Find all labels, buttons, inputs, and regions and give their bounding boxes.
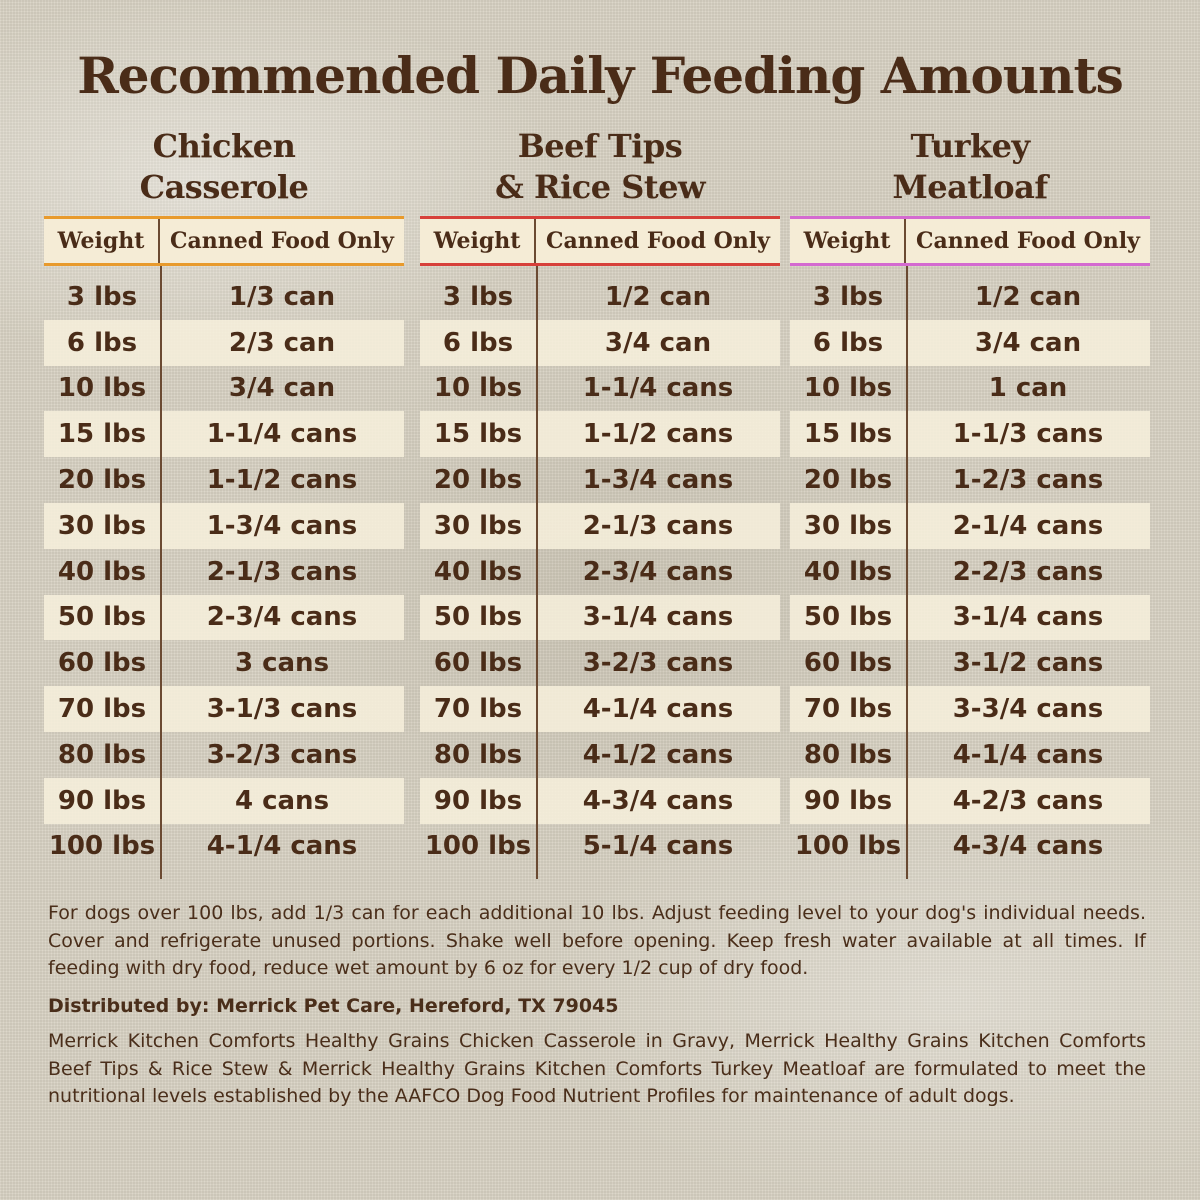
weight-header: Weight	[420, 219, 536, 263]
amount-header: Canned Food Only	[916, 228, 1140, 254]
table-row	[44, 549, 404, 595]
amount-cell: 1/2 can	[974, 281, 1082, 312]
feeding-column-beef	[420, 126, 780, 869]
weight-header: Weight	[790, 219, 906, 263]
table-row	[44, 640, 404, 686]
distributor-line: Distributed by: Merrick Pet Care, Hereford, TX 79045	[48, 994, 619, 1017]
amount-cell: 4-1/4 cans	[582, 694, 734, 725]
amount-cell: 1-1/4 cans	[582, 373, 734, 404]
table-row	[790, 824, 1150, 870]
weight-cell: 60 lbs	[57, 648, 147, 679]
recipe-name-line2: & Rice Stew	[494, 168, 706, 206]
table-row	[420, 320, 780, 366]
table-row	[790, 686, 1150, 732]
amount-cell: 1 can	[988, 373, 1068, 404]
amount-cell: 1-1/2 cans	[206, 465, 358, 496]
amount-cell: 3/4 can	[974, 327, 1082, 358]
column-divider	[536, 266, 538, 879]
table-row	[44, 732, 404, 778]
feeding-notes	[48, 900, 1146, 1121]
amount-cell: 2/3 can	[228, 327, 336, 358]
table-row	[790, 457, 1150, 503]
table-row	[420, 824, 780, 870]
table-row	[44, 778, 404, 824]
table-row	[420, 274, 780, 320]
feeding-column-chicken	[44, 126, 404, 869]
amount-cell: 2-1/4 cans	[952, 510, 1104, 541]
table-row	[420, 549, 780, 595]
amount-cell: 4-3/4 cans	[582, 785, 734, 816]
amount-cell: 1/2 can	[604, 281, 712, 312]
table-row	[420, 503, 780, 549]
feeding-table	[44, 216, 404, 869]
weight-cell: 100 lbs	[48, 831, 156, 862]
table-row	[44, 686, 404, 732]
weight-cell: 10 lbs	[57, 373, 147, 404]
amount-cell: 4-1/4 cans	[952, 739, 1104, 770]
amount-cell: 1-1/4 cans	[206, 419, 358, 450]
table-row	[44, 366, 404, 412]
weight-cell: 70 lbs	[803, 694, 893, 725]
table-row	[420, 640, 780, 686]
weight-cell: 3 lbs	[66, 281, 138, 312]
amount-cell: 3-2/3 cans	[582, 648, 734, 679]
recipe-name	[44, 126, 404, 216]
weight-cell: 40 lbs	[803, 556, 893, 587]
feeding-table	[790, 216, 1150, 869]
amount-cell: 3-1/4 cans	[952, 602, 1104, 633]
weight-cell: 20 lbs	[57, 465, 147, 496]
table-header	[420, 216, 780, 266]
amount-cell: 2-1/3 cans	[206, 556, 358, 587]
weight-cell: 90 lbs	[803, 785, 893, 816]
table-header	[790, 216, 1150, 266]
table-row	[790, 366, 1150, 412]
table-row	[790, 595, 1150, 641]
amount-cell: 3-2/3 cans	[206, 739, 358, 770]
recipe-name-line2: Meatloaf	[892, 168, 1048, 206]
amount-header: Canned Food Only	[170, 228, 394, 254]
table-row	[790, 640, 1150, 686]
weight-header: Weight	[44, 219, 160, 263]
amount-cell: 1-2/3 cans	[952, 465, 1104, 496]
weight-cell: 3 lbs	[812, 281, 884, 312]
weight-cell: 20 lbs	[433, 465, 523, 496]
weight-cell: 30 lbs	[57, 510, 147, 541]
weight-cell: 50 lbs	[57, 602, 147, 633]
amount-cell: 1-1/2 cans	[582, 419, 734, 450]
table-row	[420, 686, 780, 732]
amount-cell: 5-1/4 cans	[582, 831, 734, 862]
weight-cell: 80 lbs	[57, 739, 147, 770]
table-header	[44, 216, 404, 266]
table-row	[44, 411, 404, 457]
amount-cell: 2-3/4 cans	[206, 602, 358, 633]
amount-cell: 3/4 can	[228, 373, 336, 404]
amount-cell: 2-3/4 cans	[582, 556, 734, 587]
amount-cell: 4-2/3 cans	[952, 785, 1104, 816]
amount-cell: 3-1/3 cans	[206, 694, 358, 725]
amount-cell: 3/4 can	[604, 327, 712, 358]
weight-cell: 50 lbs	[803, 602, 893, 633]
weight-cell: 100 lbs	[794, 831, 902, 862]
amount-cell: 4-3/4 cans	[952, 831, 1104, 862]
weight-cell: 60 lbs	[433, 648, 523, 679]
feeding-column-turkey	[790, 126, 1150, 869]
weight-cell: 10 lbs	[433, 373, 523, 404]
column-divider	[906, 266, 908, 879]
table-row	[44, 824, 404, 870]
table-body	[420, 274, 780, 869]
amount-cell: 2-1/3 cans	[582, 510, 734, 541]
amount-cell: 3-3/4 cans	[952, 694, 1104, 725]
table-row	[44, 320, 404, 366]
table-row	[44, 274, 404, 320]
table-row	[44, 457, 404, 503]
weight-cell: 80 lbs	[803, 739, 893, 770]
weight-cell: 6 lbs	[442, 327, 514, 358]
table-row	[44, 503, 404, 549]
table-row	[790, 732, 1150, 778]
weight-cell: 6 lbs	[812, 327, 884, 358]
amount-cell: 3-1/2 cans	[952, 648, 1104, 679]
amount-cell: 2-2/3 cans	[952, 556, 1104, 587]
table-row	[790, 411, 1150, 457]
weight-cell: 3 lbs	[442, 281, 514, 312]
table-body	[790, 274, 1150, 869]
table-row	[790, 778, 1150, 824]
amount-cell: 4-1/4 cans	[206, 831, 358, 862]
table-body	[44, 274, 404, 869]
weight-cell: 15 lbs	[433, 419, 523, 450]
table-row	[420, 732, 780, 778]
table-row	[790, 274, 1150, 320]
weight-cell: 6 lbs	[66, 327, 138, 358]
weight-cell: 90 lbs	[433, 785, 523, 816]
recipe-name-line1: Turkey	[910, 127, 1030, 165]
table-row	[44, 595, 404, 641]
weight-cell: 50 lbs	[433, 602, 523, 633]
amount-cell: 4 cans	[234, 785, 330, 816]
table-row	[420, 366, 780, 412]
amount-cell: 4-1/2 cans	[582, 739, 734, 770]
weight-cell: 70 lbs	[433, 694, 523, 725]
weight-cell: 15 lbs	[57, 419, 147, 450]
weight-cell: 15 lbs	[803, 419, 893, 450]
amount-cell: 1-3/4 cans	[582, 465, 734, 496]
weight-cell: 40 lbs	[433, 556, 523, 587]
weight-cell: 80 lbs	[433, 739, 523, 770]
table-row	[790, 320, 1150, 366]
feeding-instructions: For dogs over 100 lbs, add 1/3 can for each additional 10 lbs. Adjust feeding level to your dog's individual needs. Cover and refrigerate unused portions. Shake well before opening. Keep fresh water available at all times. If feeding with dry food, reduce wet amount by 6 oz for every 1/2 cup of dry food.	[48, 902, 1146, 979]
table-row	[420, 778, 780, 824]
recipe-name	[420, 126, 780, 216]
amount-cell: 3-1/4 cans	[582, 602, 734, 633]
amount-cell: 3 cans	[234, 648, 330, 679]
weight-cell: 20 lbs	[803, 465, 893, 496]
amount-cell: 1-1/3 cans	[952, 419, 1104, 450]
weight-cell: 30 lbs	[803, 510, 893, 541]
recipe-name-line2: Casserole	[139, 168, 309, 206]
table-row	[420, 411, 780, 457]
aafco-statement: Merrick Kitchen Comforts Healthy Grains Chicken Casserole in Gravy, Merrick Healthy Grains Kitchen Comforts Beef Tips & Rice Stew & Merrick Healthy Grains Kitchen Comforts Turkey Meatloaf are formulated to meet the nutritional levels established by the AAFCO Dog Food Nutrient Profiles for maintenance of adult dogs.	[48, 1030, 1146, 1107]
weight-cell: 70 lbs	[57, 694, 147, 725]
column-divider	[160, 266, 162, 879]
amount-cell: 1-3/4 cans	[206, 510, 358, 541]
amount-header: Canned Food Only	[546, 228, 770, 254]
weight-cell: 10 lbs	[803, 373, 893, 404]
recipe-name	[790, 126, 1150, 216]
table-row	[420, 595, 780, 641]
weight-cell: 40 lbs	[57, 556, 147, 587]
page-title: Recommended Daily Feeding Amounts	[77, 46, 1123, 105]
table-row	[790, 549, 1150, 595]
table-row	[420, 457, 780, 503]
table-row	[790, 503, 1150, 549]
weight-cell: 100 lbs	[424, 831, 532, 862]
weight-cell: 30 lbs	[433, 510, 523, 541]
amount-cell: 1/3 can	[228, 281, 336, 312]
weight-cell: 60 lbs	[803, 648, 893, 679]
recipe-name-line1: Beef Tips	[517, 127, 683, 165]
weight-cell: 90 lbs	[57, 785, 147, 816]
feeding-table	[420, 216, 780, 869]
recipe-name-line1: Chicken	[152, 127, 296, 165]
